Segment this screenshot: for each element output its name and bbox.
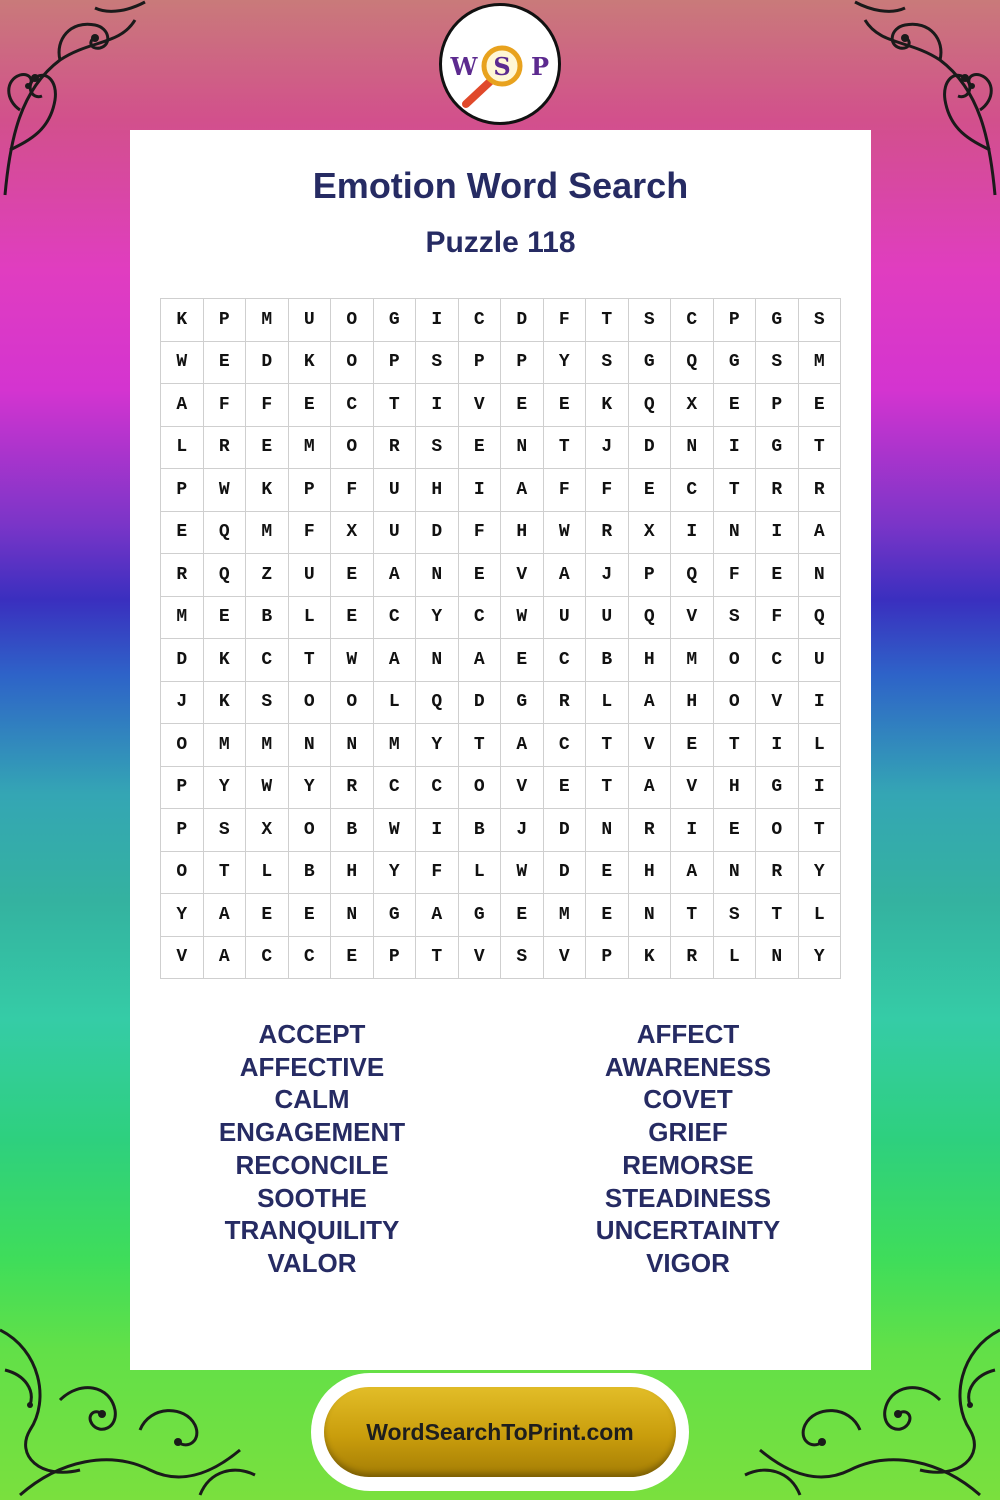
grid-cell: F <box>544 469 587 512</box>
grid-cell: P <box>586 937 629 980</box>
grid-cell: F <box>204 384 247 427</box>
grid-cell: R <box>586 512 629 555</box>
grid-cell: N <box>416 639 459 682</box>
grid-cell: L <box>799 894 842 937</box>
grid-cell: R <box>544 682 587 725</box>
grid-cell: M <box>799 342 842 385</box>
grid-cell: V <box>161 937 204 980</box>
grid-cell: W <box>331 639 374 682</box>
word-list-item: TRANQUILITY <box>224 1215 400 1246</box>
grid-cell: L <box>289 597 332 640</box>
grid-cell: A <box>204 937 247 980</box>
grid-cell: F <box>544 299 587 342</box>
grid-cell: A <box>501 469 544 512</box>
grid-cell: X <box>671 384 714 427</box>
grid-cell: O <box>714 682 757 725</box>
grid-cell: N <box>714 512 757 555</box>
logo-letter-s: S <box>493 52 511 81</box>
grid-cell: V <box>459 937 502 980</box>
grid-cell: W <box>544 512 587 555</box>
grid-cell: N <box>629 894 672 937</box>
grid-cell: R <box>629 809 672 852</box>
grid-cell: W <box>161 342 204 385</box>
grid-cell: T <box>714 724 757 767</box>
grid-cell: X <box>246 809 289 852</box>
grid-cell: D <box>544 852 587 895</box>
grid-cell: Q <box>799 597 842 640</box>
grid-cell: E <box>331 597 374 640</box>
grid-cell: A <box>374 639 417 682</box>
grid-cell: L <box>161 427 204 470</box>
grid-cell: W <box>204 469 247 512</box>
grid-cell: W <box>501 852 544 895</box>
grid-cell: K <box>246 469 289 512</box>
grid-cell: G <box>756 767 799 810</box>
grid-cell: W <box>374 809 417 852</box>
grid-cell: Q <box>629 597 672 640</box>
grid-cell: U <box>289 554 332 597</box>
grid-cell: C <box>416 767 459 810</box>
grid-cell: K <box>586 384 629 427</box>
grid-cell: R <box>161 554 204 597</box>
grid-cell: S <box>204 809 247 852</box>
logo-letter-p: P <box>530 52 550 81</box>
grid-cell: M <box>161 597 204 640</box>
grid-cell: I <box>756 724 799 767</box>
magnifier-icon <box>442 6 558 122</box>
grid-cell: S <box>586 342 629 385</box>
grid-cell: W <box>246 767 289 810</box>
grid-cell: O <box>289 809 332 852</box>
grid-cell: N <box>714 852 757 895</box>
grid-cell: T <box>799 427 842 470</box>
grid-cell: P <box>161 809 204 852</box>
grid-cell: W <box>501 597 544 640</box>
grid-cell: L <box>459 852 502 895</box>
grid-cell: L <box>374 682 417 725</box>
grid-cell: Y <box>204 767 247 810</box>
grid-cell: G <box>629 342 672 385</box>
word-list-item: COVET <box>643 1084 733 1115</box>
grid-cell: O <box>714 639 757 682</box>
grid-cell: Q <box>204 554 247 597</box>
letter-grid <box>160 298 841 979</box>
grid-cell: S <box>714 894 757 937</box>
grid-cell: Y <box>161 894 204 937</box>
grid-cell: C <box>374 767 417 810</box>
grid-cell: L <box>586 682 629 725</box>
grid-cell: N <box>756 937 799 980</box>
grid-cell: B <box>459 809 502 852</box>
grid-cell: X <box>629 512 672 555</box>
grid-cell: E <box>459 427 502 470</box>
grid-cell: E <box>501 639 544 682</box>
grid-cell: E <box>501 894 544 937</box>
grid-cell: O <box>331 299 374 342</box>
grid-cell: K <box>161 299 204 342</box>
grid-cell: E <box>799 384 842 427</box>
grid-cell: A <box>204 894 247 937</box>
grid-cell: N <box>501 427 544 470</box>
grid-cell: O <box>161 852 204 895</box>
grid-cell: U <box>374 512 417 555</box>
word-list-item: CALM <box>274 1084 350 1115</box>
corner-ornament-top-right <box>850 0 1000 200</box>
grid-cell: P <box>629 554 672 597</box>
grid-cell: E <box>204 597 247 640</box>
grid-cell: P <box>161 767 204 810</box>
grid-cell: C <box>671 299 714 342</box>
grid-cell: I <box>416 384 459 427</box>
grid-cell: I <box>416 809 459 852</box>
word-list-right <box>538 1018 838 1280</box>
grid-cell: O <box>331 342 374 385</box>
word-list-item: AFFECTIVE <box>239 1051 385 1082</box>
grid-cell: F <box>331 469 374 512</box>
grid-cell: R <box>204 427 247 470</box>
grid-cell: G <box>374 299 417 342</box>
grid-cell: A <box>799 512 842 555</box>
grid-cell: F <box>459 512 502 555</box>
grid-cell: E <box>161 512 204 555</box>
grid-cell: J <box>586 554 629 597</box>
grid-cell: H <box>416 469 459 512</box>
word-list-item: VIGOR <box>646 1247 730 1278</box>
grid-cell: M <box>289 427 332 470</box>
grid-cell: O <box>459 767 502 810</box>
grid-cell: E <box>586 852 629 895</box>
grid-cell: C <box>289 937 332 980</box>
grid-cell: D <box>629 427 672 470</box>
grid-cell: A <box>374 554 417 597</box>
grid-cell: Q <box>671 554 714 597</box>
grid-cell: C <box>756 639 799 682</box>
grid-cell: E <box>714 809 757 852</box>
grid-cell: P <box>756 384 799 427</box>
grid-cell: N <box>331 894 374 937</box>
grid-cell: R <box>756 852 799 895</box>
grid-cell: U <box>374 469 417 512</box>
grid-cell: R <box>331 767 374 810</box>
grid-cell: Q <box>671 342 714 385</box>
grid-cell: D <box>501 299 544 342</box>
grid-cell: T <box>799 809 842 852</box>
grid-cell: E <box>289 894 332 937</box>
grid-cell: A <box>161 384 204 427</box>
puzzle-card <box>130 130 871 1370</box>
grid-cell: U <box>289 299 332 342</box>
grid-cell: Q <box>416 682 459 725</box>
grid-cell: K <box>289 342 332 385</box>
grid-cell: K <box>629 937 672 980</box>
grid-cell: G <box>501 682 544 725</box>
grid-cell: V <box>671 597 714 640</box>
grid-cell: E <box>629 469 672 512</box>
grid-cell: F <box>246 384 289 427</box>
grid-cell: C <box>374 597 417 640</box>
word-list-item: UNCERTAINTY <box>595 1215 781 1246</box>
grid-cell: K <box>204 639 247 682</box>
grid-cell: A <box>544 554 587 597</box>
grid-cell: C <box>544 639 587 682</box>
grid-cell: J <box>161 682 204 725</box>
grid-cell: D <box>544 809 587 852</box>
word-list-item: GRIEF <box>648 1117 728 1148</box>
grid-cell: T <box>374 384 417 427</box>
grid-cell: C <box>246 639 289 682</box>
grid-cell: P <box>374 937 417 980</box>
grid-cell: E <box>331 554 374 597</box>
grid-cell: I <box>671 809 714 852</box>
grid-cell: T <box>289 639 332 682</box>
grid-cell: S <box>416 342 459 385</box>
grid-cell: C <box>459 597 502 640</box>
grid-cell: Y <box>289 767 332 810</box>
grid-cell: G <box>756 299 799 342</box>
grid-cell: J <box>586 427 629 470</box>
grid-cell: H <box>629 639 672 682</box>
grid-cell: G <box>459 894 502 937</box>
grid-cell: V <box>501 767 544 810</box>
grid-cell: A <box>459 639 502 682</box>
grid-cell: T <box>714 469 757 512</box>
grid-cell: H <box>331 852 374 895</box>
grid-cell: E <box>544 767 587 810</box>
grid-cell: N <box>416 554 459 597</box>
grid-cell: M <box>374 724 417 767</box>
grid-cell: Z <box>246 554 289 597</box>
grid-cell: V <box>756 682 799 725</box>
grid-cell: I <box>671 512 714 555</box>
grid-cell: I <box>459 469 502 512</box>
grid-cell: C <box>671 469 714 512</box>
grid-cell: E <box>671 724 714 767</box>
grid-cell: A <box>671 852 714 895</box>
grid-cell: P <box>501 342 544 385</box>
grid-cell: E <box>459 554 502 597</box>
grid-cell: P <box>374 342 417 385</box>
grid-cell: I <box>714 427 757 470</box>
grid-cell: G <box>714 342 757 385</box>
grid-cell: S <box>501 937 544 980</box>
grid-cell: O <box>331 427 374 470</box>
grid-cell: A <box>629 767 672 810</box>
grid-cell: F <box>416 852 459 895</box>
grid-cell: S <box>756 342 799 385</box>
grid-cell: N <box>671 427 714 470</box>
grid-cell: G <box>756 427 799 470</box>
grid-cell: T <box>544 427 587 470</box>
word-list-item: RECONCILE <box>235 1149 389 1180</box>
grid-cell: F <box>586 469 629 512</box>
grid-cell: L <box>799 724 842 767</box>
page-title: Emotion Word Search <box>312 165 689 206</box>
grid-cell: N <box>289 724 332 767</box>
word-list-item: AWARENESS <box>604 1051 772 1082</box>
grid-cell: B <box>586 639 629 682</box>
grid-cell: U <box>544 597 587 640</box>
grid-cell: I <box>799 682 842 725</box>
grid-cell: M <box>246 299 289 342</box>
grid-cell: P <box>204 299 247 342</box>
grid-cell: G <box>374 894 417 937</box>
grid-cell: O <box>161 724 204 767</box>
grid-cell: J <box>501 809 544 852</box>
grid-cell: F <box>289 512 332 555</box>
grid-cell: T <box>586 767 629 810</box>
word-list-item: VALOR <box>267 1247 357 1278</box>
logo-letter-w: W <box>450 52 478 81</box>
grid-cell: R <box>756 469 799 512</box>
grid-cell: C <box>459 299 502 342</box>
grid-cell: H <box>501 512 544 555</box>
grid-cell: E <box>289 384 332 427</box>
grid-cell: C <box>246 937 289 980</box>
grid-cell: E <box>501 384 544 427</box>
word-list-item: ACCEPT <box>258 1019 366 1049</box>
grid-cell: Y <box>416 597 459 640</box>
grid-cell: D <box>459 682 502 725</box>
grid-cell: I <box>799 767 842 810</box>
puzzle-number: Puzzle 118 <box>425 226 576 259</box>
grid-cell: E <box>756 554 799 597</box>
grid-cell: T <box>586 299 629 342</box>
grid-cell: F <box>714 554 757 597</box>
grid-cell: U <box>586 597 629 640</box>
wsp-logo[interactable] <box>439 3 561 125</box>
grid-cell: E <box>331 937 374 980</box>
grid-cell: V <box>671 767 714 810</box>
grid-cell: I <box>416 299 459 342</box>
corner-ornament-top-left <box>0 0 150 200</box>
grid-cell: F <box>756 597 799 640</box>
grid-cell: X <box>331 512 374 555</box>
grid-cell: M <box>544 894 587 937</box>
grid-cell: B <box>246 597 289 640</box>
grid-cell: V <box>459 384 502 427</box>
word-list-item: SOOTHE <box>257 1182 367 1213</box>
grid-cell: Q <box>629 384 672 427</box>
grid-cell: T <box>756 894 799 937</box>
grid-cell: K <box>204 682 247 725</box>
grid-cell: E <box>544 384 587 427</box>
grid-cell: M <box>671 639 714 682</box>
grid-cell: H <box>629 852 672 895</box>
grid-cell: O <box>756 809 799 852</box>
grid-cell: V <box>629 724 672 767</box>
grid-cell: M <box>246 512 289 555</box>
grid-cell: Y <box>799 852 842 895</box>
grid-cell: H <box>671 682 714 725</box>
grid-cell: Y <box>374 852 417 895</box>
word-list-item: REMORSE <box>622 1149 754 1180</box>
grid-cell: R <box>374 427 417 470</box>
grid-cell: Q <box>204 512 247 555</box>
grid-cell: B <box>331 809 374 852</box>
grid-cell: Y <box>799 937 842 980</box>
website-link-button[interactable]: WordSearchToPrint.com <box>324 1387 676 1477</box>
grid-cell: M <box>246 724 289 767</box>
grid-cell: P <box>714 299 757 342</box>
grid-cell: N <box>799 554 842 597</box>
grid-cell: B <box>289 852 332 895</box>
grid-cell: P <box>289 469 332 512</box>
grid-cell: T <box>586 724 629 767</box>
grid-cell: S <box>629 299 672 342</box>
grid-cell: D <box>246 342 289 385</box>
word-list-item: AFFECT <box>636 1019 740 1049</box>
grid-cell: E <box>586 894 629 937</box>
grid-cell: C <box>544 724 587 767</box>
grid-cell: N <box>586 809 629 852</box>
grid-cell: E <box>714 384 757 427</box>
grid-cell: I <box>756 512 799 555</box>
word-list-left <box>162 1018 462 1280</box>
grid-cell: C <box>331 384 374 427</box>
grid-cell: T <box>416 937 459 980</box>
grid-cell: T <box>204 852 247 895</box>
word-list-item: STEADINESS <box>604 1182 772 1213</box>
grid-cell: R <box>671 937 714 980</box>
grid-cell: P <box>459 342 502 385</box>
grid-cell: O <box>331 682 374 725</box>
grid-cell: A <box>629 682 672 725</box>
grid-cell: S <box>799 299 842 342</box>
grid-cell: E <box>246 894 289 937</box>
grid-cell: V <box>501 554 544 597</box>
grid-cell: H <box>714 767 757 810</box>
grid-cell: Y <box>416 724 459 767</box>
word-list-item: ENGAGEMENT <box>218 1117 406 1148</box>
grid-cell: Y <box>544 342 587 385</box>
grid-cell: A <box>416 894 459 937</box>
grid-cell: T <box>671 894 714 937</box>
grid-cell: U <box>799 639 842 682</box>
grid-cell: V <box>544 937 587 980</box>
grid-cell: R <box>799 469 842 512</box>
grid-cell: E <box>246 427 289 470</box>
grid-cell: S <box>416 427 459 470</box>
grid-cell: N <box>331 724 374 767</box>
grid-cell: D <box>161 639 204 682</box>
grid-cell: L <box>246 852 289 895</box>
grid-cell: T <box>459 724 502 767</box>
grid-cell: S <box>714 597 757 640</box>
grid-cell: M <box>204 724 247 767</box>
grid-cell: L <box>714 937 757 980</box>
grid-cell: O <box>289 682 332 725</box>
grid-cell: P <box>161 469 204 512</box>
grid-cell: S <box>246 682 289 725</box>
grid-cell: E <box>204 342 247 385</box>
grid-cell: D <box>416 512 459 555</box>
grid-cell: A <box>501 724 544 767</box>
